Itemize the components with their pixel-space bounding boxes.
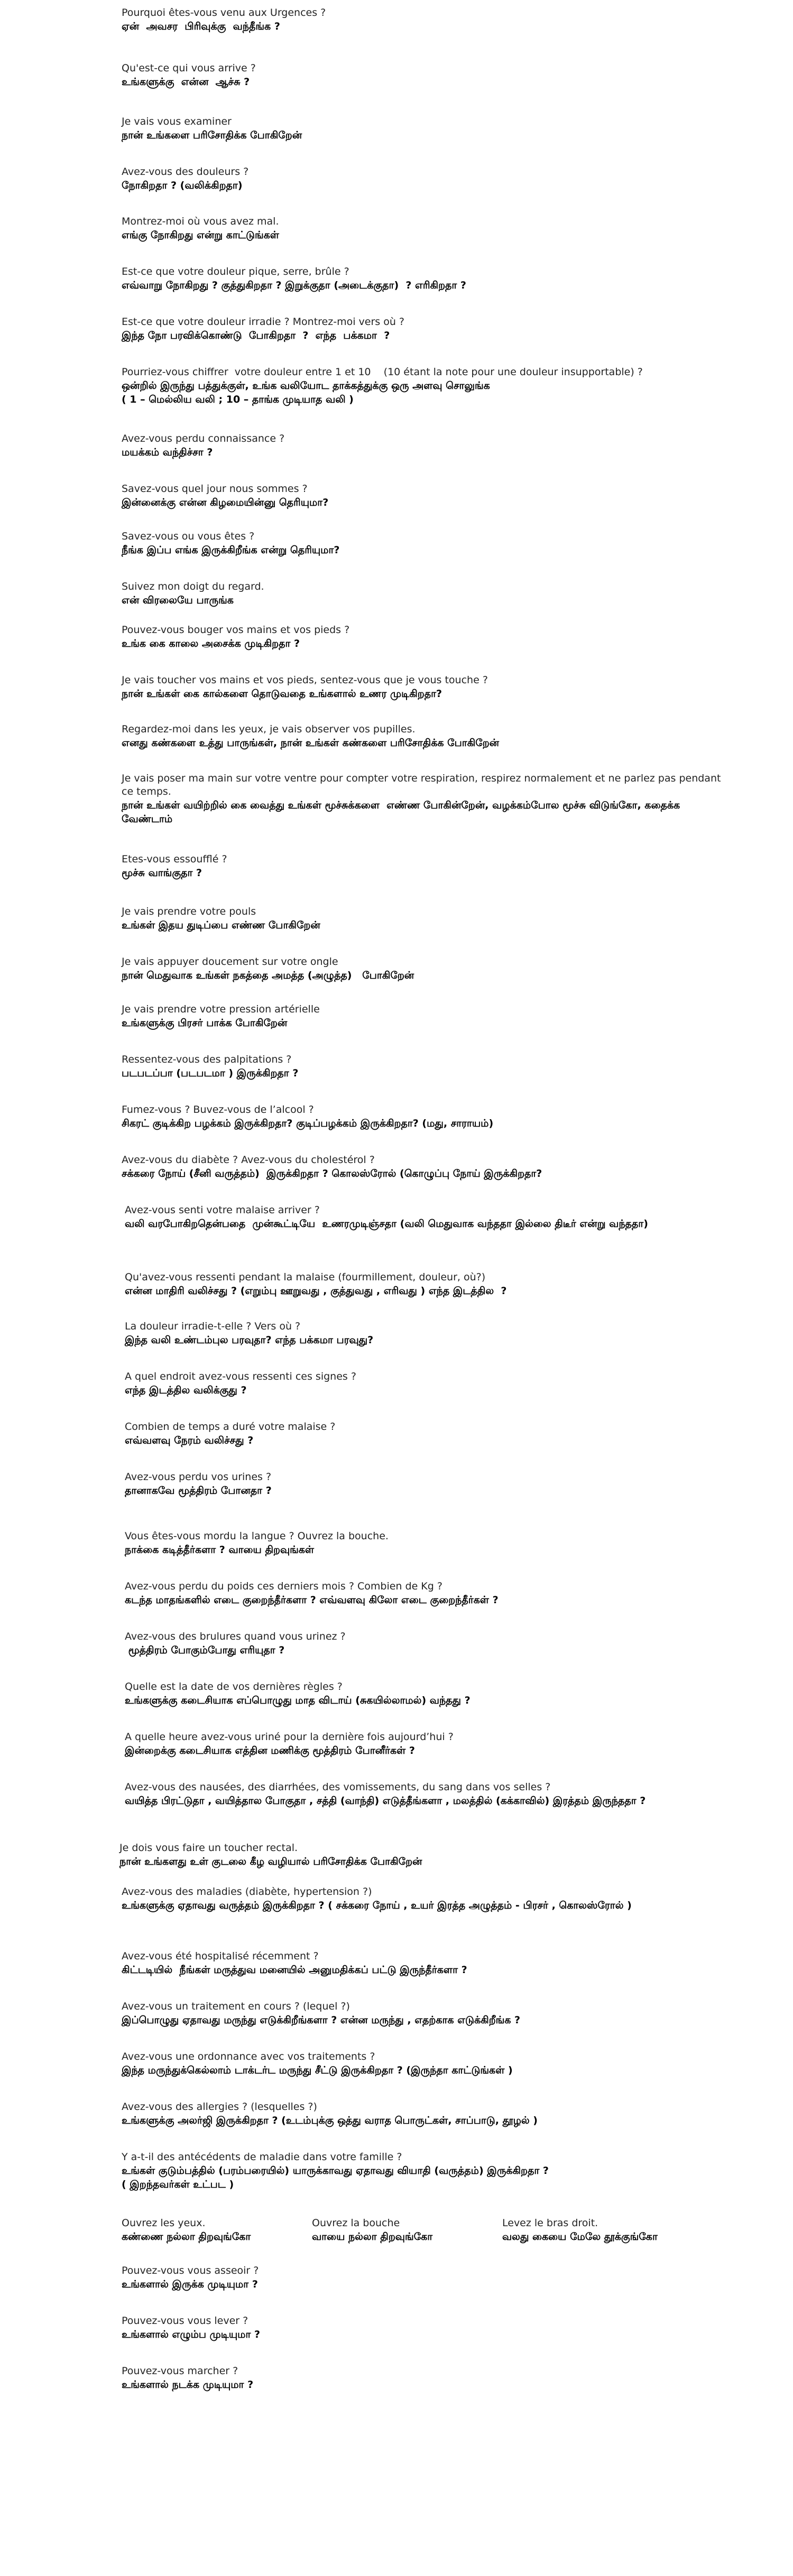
tamil-translation: மூச்சு வாங்குதா ? bbox=[122, 867, 202, 879]
french-phrase: Pourquoi êtes-vous venu aux Urgences ? bbox=[122, 7, 326, 18]
phrase-entry bbox=[122, 6, 730, 33]
tamil-translation: உங்களுக்கு பிரசர் பாக்க போகிறேன் bbox=[122, 1017, 288, 1029]
tamil-translation: மூத்திரம் போகும்போது எரியுதா ? bbox=[125, 1644, 285, 1656]
tamil-translation: நான் உங்கள் கை கால்களை தொடுவதை உங்களால் உணர முடிகிறதா? bbox=[122, 688, 442, 700]
tamil-translation: இந்த நோ பரவிக்கொண்டு போகிறதா ? எந்த பக்கமா ? bbox=[122, 330, 390, 341]
tamil-translation: சிகரட் குடிக்கிற பழக்கம் இருக்கிறதா? குடிப்பழக்கம் இருக்கிறதா? (மது, சாராயம்) bbox=[122, 1118, 494, 1129]
phrase-entry bbox=[122, 2050, 730, 2077]
french-phrase: Je vais vous examiner bbox=[122, 116, 232, 127]
tamil-translation: கடந்த மாதங்களில் எடை குறைந்தீர்களா ? எவ்வளவு கிலோ எடை குறைந்தீர்கள் ? bbox=[125, 1594, 499, 1606]
tamil-translation: உங்கள் குடும்பத்தில் (பரம்பரையில்) யாருக்காவது ஏதாவது வியாதி (வருத்தம்) இருக்கிறதா ? ( இறந்தவர்கள் உட்பட ) bbox=[122, 2165, 549, 2190]
french-phrase: Pourriez-vous chiffrer votre douleur entre 1 et 10 (10 étant la note pour une douleur insupportable) ? bbox=[122, 366, 643, 378]
phrase-entry bbox=[122, 2365, 730, 2392]
french-phrase: Ressentez-vous des palpitations ? bbox=[122, 1054, 292, 1065]
tamil-translation: உங்களுக்கு ஏதாவது வருத்தம் இருக்கிறதா ? ( சக்கரை நோய் , உயர் இரத்த அழுத்தம் - பிரசர் , கொலஸ்ரோல் ) bbox=[122, 1900, 632, 1911]
french-phrase: Combien de temps a duré votre malaise ? bbox=[125, 1421, 336, 1433]
tamil-translation: உங்களால் எழும்ப முடியுமா ? bbox=[122, 2329, 261, 2340]
french-phrase: Y a-t-il des antécédents de maladie dans votre famille ? bbox=[122, 2151, 402, 2163]
tamil-translation: உங்களுக்கு என்ன ஆச்சு ? bbox=[122, 76, 250, 88]
french-phrase: Est-ce que votre douleur irradie ? Montrez-moi vers où ? bbox=[122, 316, 404, 328]
french-phrase: Qu'est-ce qui vous arrive ? bbox=[122, 62, 256, 74]
command-column bbox=[502, 2217, 698, 2244]
french-phrase: Quelle est la date de vos dernières règles ? bbox=[125, 1681, 343, 1692]
tamil-translation: கிட்டடியில் நீங்கள் மருத்துவ மனையில் அனுமதிக்கப் பட்டு இருந்தீர்களா ? bbox=[122, 1964, 467, 1976]
phrase-entry bbox=[122, 265, 730, 292]
french-phrase: Pouvez-vous marcher ? bbox=[122, 2365, 238, 2377]
phrase-entry bbox=[122, 674, 730, 701]
phrase-entry bbox=[122, 482, 730, 509]
tamil-translation: உங்க கை காலை அசைக்க முடிகிறதா ? bbox=[122, 638, 300, 649]
tamil-translation: என்ன மாதிரி வலிச்சது ? (எறும்பு ஊறுவது , குத்துவது , எரிவது ) எந்த இடத்தில ? bbox=[125, 1285, 507, 1297]
phrase-entry bbox=[122, 2000, 730, 2027]
french-phrase: Montrez-moi où vous avez mal. bbox=[122, 216, 279, 227]
french-phrase: Je vais prendre votre pouls bbox=[122, 906, 256, 917]
tamil-translation: உங்களுக்கு அலர்ஜி இருக்கிறதா ? (உடம்புக்கு ஒத்து வராத பொருட்கள், சாப்பாடு, தூழல் ) bbox=[122, 2115, 538, 2126]
tamil-translation: நான் உங்களை பரிசோதிக்க போகிறேன் bbox=[122, 129, 302, 141]
phrase-entry bbox=[122, 1103, 730, 1130]
phrase-entry bbox=[125, 1630, 733, 1657]
french-phrase: Avez-vous perdu connaissance ? bbox=[122, 433, 285, 444]
phrase-entry bbox=[122, 315, 730, 342]
phrase-entry bbox=[122, 955, 730, 982]
french-phrase: Avez-vous des nausées, des diarrhées, des vomissements, du sang dans vos selles ? bbox=[125, 1781, 551, 1793]
tamil-translation: நான் உங்கள் வயிற்றில் கை வைத்து உங்கள் மூச்சுக்களை எண்ண போகின்றேன், வழக்கம்போல மூச்சு விடுங்கோ, கதைக்க வேண்டாம் bbox=[122, 799, 684, 825]
phrase-entry bbox=[122, 215, 730, 242]
tamil-translation: எனது கண்களை உத்து பாருங்கள், நான் உங்கள் கண்களை பரிசோதிக்க போகிறேன் bbox=[122, 737, 500, 749]
phrase-entry bbox=[122, 115, 730, 142]
phrase-entry bbox=[125, 1420, 733, 1447]
tamil-translation: வாயை நல்லா திறவுங்கோ bbox=[312, 2231, 433, 2243]
phrase-entry bbox=[122, 1053, 730, 1080]
phrase-entry bbox=[122, 2314, 730, 2341]
phrase-entry bbox=[122, 366, 730, 406]
tamil-translation: எங்கு நோகிறது என்று காட்டுங்கள் bbox=[122, 229, 279, 241]
french-phrase: Etes-vous essoufflé ? bbox=[122, 853, 227, 865]
phrase-entry bbox=[122, 624, 730, 650]
french-phrase: La douleur irradie-t-elle ? Vers où ? bbox=[125, 1320, 301, 1332]
phrase-entry bbox=[122, 62, 730, 89]
tamil-translation: இந்த மருந்துக்கெல்லாம் டாக்டர்ட மருந்து சீட்டு இருக்கிறதா ? (இருந்தா காட்டுங்கள் ) bbox=[122, 2064, 513, 2076]
phrase-entry bbox=[122, 432, 730, 459]
phrase-entry bbox=[122, 853, 730, 880]
command-column bbox=[312, 2217, 508, 2244]
french-phrase: Avez-vous des brulures quand vous urinez ? bbox=[125, 1631, 346, 1642]
french-phrase: Avez-vous du diabète ? Avez-vous du cholestérol ? bbox=[122, 1154, 375, 1166]
french-phrase: A quel endroit avez-vous ressenti ces signes ? bbox=[125, 1371, 356, 1382]
tamil-translation: நோகிறதா ? (வலிக்கிறதா) bbox=[122, 180, 243, 191]
french-phrase: Avez-vous senti votre malaise arriver ? bbox=[125, 1204, 320, 1216]
french-phrase: Avez-vous un traitement en cours ? (lequel ?) bbox=[122, 2001, 350, 2012]
phrase-entry bbox=[122, 1950, 730, 1977]
phrase-entry bbox=[122, 530, 730, 557]
tamil-translation: இப்பொழுது ஏதாவது மருந்து எடுக்கிறீங்களா ? என்ன மருந்து , எதற்காக எடுக்கிறீங்க ? bbox=[122, 2014, 521, 2026]
tamil-translation: நாக்கை கடித்தீர்களா ? வாயை திறவுங்கள் bbox=[125, 1544, 315, 1556]
tamil-translation: உங்களால் இருக்க முடியுமா ? bbox=[122, 2279, 258, 2290]
french-phrase: Avez-vous perdu du poids ces derniers mois ? Combien de Kg ? bbox=[125, 1580, 442, 1592]
phrase-entry bbox=[119, 1842, 727, 1868]
french-phrase: Suivez mon doigt du regard. bbox=[122, 581, 264, 592]
french-phrase: Regardez-moi dans les yeux, je vais observer vos pupilles. bbox=[122, 723, 416, 735]
phrase-entry bbox=[125, 1204, 733, 1231]
phrase-entry bbox=[122, 905, 730, 932]
french-phrase: Vous êtes-vous mordu la langue ? Ouvrez la bouche. bbox=[125, 1530, 389, 1542]
tamil-translation: இன்னைக்கு என்ன கிழமையின்னு தெரியுமா? bbox=[122, 497, 329, 508]
tamil-translation: இன்றைக்கு கடைசியாக எத்தின மணிக்கு மூத்திரம் போனீர்கள் ? bbox=[125, 1745, 415, 1756]
french-phrase: Je vais appuyer doucement sur votre ongle bbox=[122, 956, 338, 968]
phrase-entry bbox=[122, 2100, 730, 2127]
french-phrase: Fumez-vous ? Buvez-vous de l’alcool ? bbox=[122, 1104, 314, 1115]
phrase-entry bbox=[122, 1885, 730, 1912]
tamil-translation: மயக்கம் வந்திச்சா ? bbox=[122, 447, 213, 458]
french-phrase: A quelle heure avez-vous uriné pour la dernière fois aujourd’hui ? bbox=[125, 1731, 454, 1743]
french-phrase: Je vais toucher vos mains et vos pieds, sentez-vous que je vous touche ? bbox=[122, 674, 488, 686]
french-phrase: Pouvez-vous vous asseoir ? bbox=[122, 2265, 259, 2276]
phrase-entry bbox=[125, 1580, 733, 1607]
tamil-translation: படபடப்பா (படபடமா ) இருக்கிறதா ? bbox=[122, 1067, 299, 1079]
tamil-translation: ஒன்றில் இருந்து பத்துக்குள், உங்க வலியோட தாக்கத்துக்கு ஒரு அளவு சொலுங்க ( 1 – மெல்லிய வலி ; 10 – தாங்க முடியாத வலி ) bbox=[122, 380, 490, 405]
french-phrase: Je dois vous faire un toucher rectal. bbox=[119, 1842, 298, 1854]
tamil-translation: எந்த இடத்தில வலிக்குது ? bbox=[125, 1384, 247, 1396]
french-phrase: Pouvez-vous bouger vos mains et vos pieds ? bbox=[122, 624, 350, 636]
command-column bbox=[122, 2217, 317, 2244]
french-phrase: Levez le bras droit. bbox=[502, 2217, 598, 2229]
phrase-entry bbox=[125, 1680, 733, 1707]
phrase-entry bbox=[122, 1003, 730, 1030]
phrase-entry bbox=[125, 1370, 733, 1397]
tamil-translation: எவ்வளவு நேரம் வலிச்சது ? bbox=[125, 1435, 254, 1446]
tamil-translation: இந்த வலி உண்டம்புல பரவுதா? எந்த பக்கமா பரவுது? bbox=[125, 1334, 374, 1346]
french-phrase: Ouvrez la bouche bbox=[312, 2217, 400, 2229]
phrase-entry bbox=[125, 1781, 733, 1808]
tamil-translation: எவ்வாறு நோகிறது ? குத்துகிறதா ? இறுக்குதா (அடைக்குதா) ? எரிகிறதா ? bbox=[122, 280, 466, 291]
french-phrase: Avez-vous perdu vos urines ? bbox=[125, 1471, 272, 1483]
french-phrase: Je vais prendre votre pression artérielle bbox=[122, 1003, 320, 1015]
french-phrase: Avez-vous des maladies (diabète, hypertension ?) bbox=[122, 1886, 372, 1898]
phrase-entry bbox=[125, 1271, 733, 1298]
french-phrase: Est-ce que votre douleur pique, serre, brûle ? bbox=[122, 266, 349, 277]
french-phrase: Je vais poser ma main sur votre ventre pour compter votre respiration, respirez normalement et ne parlez pas pendant ce temps. bbox=[122, 773, 724, 797]
tamil-translation: உங்களுக்கு கடைசியாக எப்பொழுது மாத விடாய் (சுகயில்லாமல்) வந்தது ? bbox=[125, 1695, 471, 1706]
phrase-entry bbox=[125, 1471, 733, 1498]
phrase-entry bbox=[122, 2151, 730, 2191]
tamil-translation: வயித்த பிரட்டுதா , வயித்தால போகுதா , சத்தி (வாந்தி) எடுத்தீங்களா , மலத்தில் (கக்காவில்) இரத்தம் இருந்ததா ? bbox=[125, 1795, 646, 1807]
tamil-translation: நீங்க இப்ப எங்க இருக்கிறீங்க என்று தெரியுமா? bbox=[122, 544, 340, 556]
tamil-translation: தானாகவே மூத்திரம் போனதா ? bbox=[125, 1485, 272, 1496]
french-phrase: Avez-vous des allergies ? (lesquelles ?) bbox=[122, 2101, 317, 2113]
tamil-translation: நான் மெதுவாக உங்கள் நகத்தை அமத்த (அழுத்த) போகிறேன் bbox=[122, 970, 414, 981]
tamil-translation: உங்கள் இதய துடிப்பை எண்ண போகிறேன் bbox=[122, 919, 320, 931]
tamil-translation: உங்களால் நடக்க முடியுமா ? bbox=[122, 2379, 254, 2391]
tamil-translation: என் விரலையே பாருங்க bbox=[122, 594, 234, 606]
french-phrase: Savez-vous ou vous êtes ? bbox=[122, 531, 255, 542]
tamil-translation: கண்ணை நல்லா திறவுங்கோ bbox=[122, 2231, 251, 2243]
phrase-entry bbox=[122, 772, 730, 826]
french-phrase: Avez-vous été hospitalisé récemment ? bbox=[122, 1950, 319, 1962]
phrase-entry bbox=[122, 165, 730, 192]
french-phrase: Qu'avez-vous ressenti pendant la malaise (fourmillement, douleur, où?) bbox=[125, 1271, 486, 1283]
french-phrase: Ouvrez les yeux. bbox=[122, 2217, 206, 2229]
french-phrase: Pouvez-vous vous lever ? bbox=[122, 2315, 248, 2327]
three-column-commands bbox=[122, 2217, 730, 2244]
phrase-entry bbox=[125, 1731, 733, 1757]
tamil-translation: ஏன் அவசர பிரிவுக்கு வந்தீங்க ? bbox=[122, 21, 280, 32]
phrase-entry bbox=[122, 723, 730, 750]
phrase-entry bbox=[125, 1320, 733, 1347]
phrase-entry bbox=[125, 1530, 733, 1557]
tamil-translation: வலது கையை மேலே தூக்குங்கோ bbox=[502, 2231, 658, 2243]
phrase-entry bbox=[122, 1154, 730, 1180]
phrase-entry bbox=[122, 2264, 730, 2291]
tamil-translation: வலி வரபோகிறதென்பதை முன்கூட்டியே உணரமுடிஞ்சதா (வலி மெதுவாக வந்ததா இல்லை திடீர் என்று வந்ததா) bbox=[125, 1218, 648, 1230]
phrase-entry bbox=[122, 580, 730, 607]
tamil-translation: நான் உங்களது உள் குடலை கீழ வழியால் பரிசோதிக்க போகிறேன் bbox=[119, 1856, 422, 1867]
french-phrase: Avez-vous une ordonnance avec vos traitements ? bbox=[122, 2051, 375, 2062]
french-phrase: Savez-vous quel jour nous sommes ? bbox=[122, 483, 308, 495]
french-phrase: Avez-vous des douleurs ? bbox=[122, 166, 249, 178]
tamil-translation: சக்கரை நோய் (சீனி வருத்தம்) இருக்கிறதா ? கொலஸ்ரோல் (கொழுப்பு நோய் இருக்கிறதா? bbox=[122, 1168, 542, 1179]
